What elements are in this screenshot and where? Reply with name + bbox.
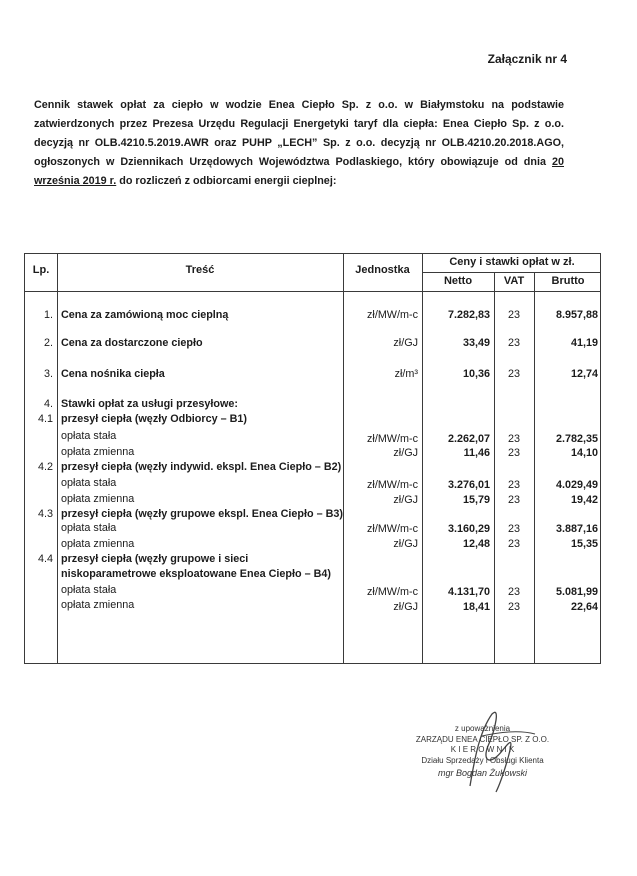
header-netto: Netto — [443, 275, 473, 287]
row-netto: 2.262,07 — [447, 433, 490, 445]
row-vat: 23 — [507, 447, 520, 459]
row-netto: 3.276,01 — [447, 479, 490, 491]
row-vat: 23 — [507, 433, 520, 445]
row-vat: 23 — [507, 601, 520, 613]
row-jednostka: zł/MW/m-c — [367, 433, 418, 445]
row-jednostka: zł/MW/m-c — [367, 309, 418, 321]
row-tresc: opłata zmienna — [61, 493, 135, 505]
row-brutto: 41,19 — [570, 337, 598, 349]
row-vat: 23 — [507, 309, 520, 321]
row-tresc: opłata stała — [61, 522, 117, 534]
row-brutto: 5.081,99 — [555, 586, 598, 598]
intro-paragraph — [34, 96, 564, 191]
row-netto: 4.131,70 — [447, 586, 490, 598]
row-tresc: Cena za dostarczone ciepło — [61, 337, 203, 349]
row-lp: 4. — [43, 398, 53, 410]
row-vat: 23 — [507, 538, 520, 550]
row-netto: 18,41 — [462, 601, 490, 613]
stamp-line: K I E R O W N I K — [450, 745, 515, 754]
row-tresc: opłata stała — [61, 584, 117, 596]
row-netto: 7.282,83 — [447, 309, 490, 321]
row-lp: 4.4 — [37, 553, 53, 565]
row-jednostka: zł/MW/m-c — [367, 586, 418, 598]
row-tresc: Cena nośnika ciepła — [61, 368, 165, 380]
row-vat: 23 — [507, 494, 520, 506]
row-netto: 33,49 — [462, 337, 490, 349]
row-netto: 10,36 — [462, 368, 490, 380]
row-brutto: 3.887,16 — [555, 523, 598, 535]
header-ceny-group: Ceny i stawki opłat w zł. — [449, 256, 575, 268]
stamp-line: z upoważnienia — [454, 724, 511, 733]
row-brutto: 15,35 — [570, 538, 598, 550]
row-vat: 23 — [507, 523, 520, 535]
stamp-line: Działu Sprzedaży i Obsługi Klienta — [421, 755, 544, 765]
row-lp: 4.3 — [37, 508, 53, 520]
row-netto: 15,79 — [462, 494, 490, 506]
row-lp: 1. — [43, 309, 53, 321]
row-brutto: 22,64 — [570, 601, 598, 613]
row-jednostka: zł/m³ — [394, 368, 418, 380]
row-tresc: opłata zmienna — [61, 538, 135, 550]
header-brutto: Brutto — [551, 275, 585, 287]
row-vat: 23 — [507, 368, 520, 380]
row-brutto: 4.029,49 — [555, 479, 598, 491]
subsection-title: przesył ciepła (węzły indywid. ekspl. Enea Ciepło – B2) — [61, 461, 342, 473]
header-vat: VAT — [503, 275, 525, 287]
row-jednostka: zł/MW/m-c — [367, 479, 418, 491]
header-lp: Lp. — [32, 264, 50, 276]
header-jednostka: Jednostka — [355, 264, 410, 276]
intro-text: Cennik stawek opłat za ciepło w wodzie Enea Ciepło Sp. z o.o. w Białymstoku na podstawie zatwierdzonych przez Prezesa Urzędu Regulacji Energetyki taryf dla ciepła: Enea Ciepło Sp. z o.o. decyzją nr OLB.4210.5.2019.AWR oraz PUHP „LECH” Sp. z o.o. decyzją nr OLB.4210.20.2018.AGO, ogłoszonych w Dziennikach Urzędowych Województwa Podlaskiego, który obowiązuje od dnia — [34, 99, 564, 168]
row-netto: 3.160,29 — [447, 523, 490, 535]
row-brutto: 19,42 — [570, 494, 598, 506]
row-jednostka: zł/MW/m-c — [367, 523, 418, 535]
row-jednostka: zł/GJ — [393, 494, 418, 506]
row-jednostka: zł/GJ — [393, 601, 418, 613]
row-brutto: 14,10 — [570, 447, 598, 459]
effective-date: 20 września 2019 r. — [34, 156, 564, 187]
row-jednostka: zł/GJ — [393, 337, 418, 349]
row-lp: 4.2 — [37, 461, 53, 473]
stamp-line: ZARZĄDU ENEA CIEPŁO SP. Z O.O. — [415, 734, 550, 744]
row-jednostka: zł/GJ — [393, 447, 418, 459]
section-title: Stawki opłat za usługi przesyłowe: — [61, 398, 238, 410]
row-lp: 2. — [43, 337, 53, 349]
row-vat: 23 — [507, 586, 520, 598]
attachment-label: Załącznik nr 4 — [487, 52, 567, 66]
subsection-title: przesył ciepła (węzły grupowe ekspl. Enea Ciepło – B3) — [61, 508, 344, 520]
authorization-stamp — [395, 724, 570, 779]
row-tresc: opłata stała — [61, 430, 117, 442]
row-vat: 23 — [507, 479, 520, 491]
row-vat: 23 — [507, 337, 520, 349]
subsection-title: przesył ciepła (węzły grupowe i sieci — [61, 553, 249, 565]
intro-text-end: do rozliczeń z odbiorcami energii cieplnej: — [119, 175, 337, 187]
row-jednostka: zł/GJ — [393, 538, 418, 550]
row-lp: 4.1 — [37, 413, 53, 425]
row-tresc: opłata stała — [61, 477, 117, 489]
row-lp: 3. — [43, 368, 53, 380]
subsection-title: przesył ciepła (węzły Odbiorcy – B1) — [61, 413, 248, 425]
stamp-name: mgr Bogdan Żukowski — [437, 768, 528, 778]
row-brutto: 2.782,35 — [555, 433, 598, 445]
header-tresc: Treść — [185, 264, 215, 276]
row-brutto: 8.957,88 — [555, 309, 598, 321]
row-netto: 12,48 — [462, 538, 490, 550]
row-netto: 11,46 — [463, 447, 490, 459]
subsection-title-cont: niskoparametrowe eksploatowane Enea Ciepło – B4) — [61, 568, 332, 580]
row-tresc: opłata zmienna — [61, 599, 135, 611]
row-brutto: 12,74 — [570, 368, 598, 380]
tariff-table — [24, 253, 601, 664]
row-tresc: Cena za zamówioną moc cieplną — [61, 309, 229, 321]
row-tresc: opłata zmienna — [61, 446, 135, 458]
